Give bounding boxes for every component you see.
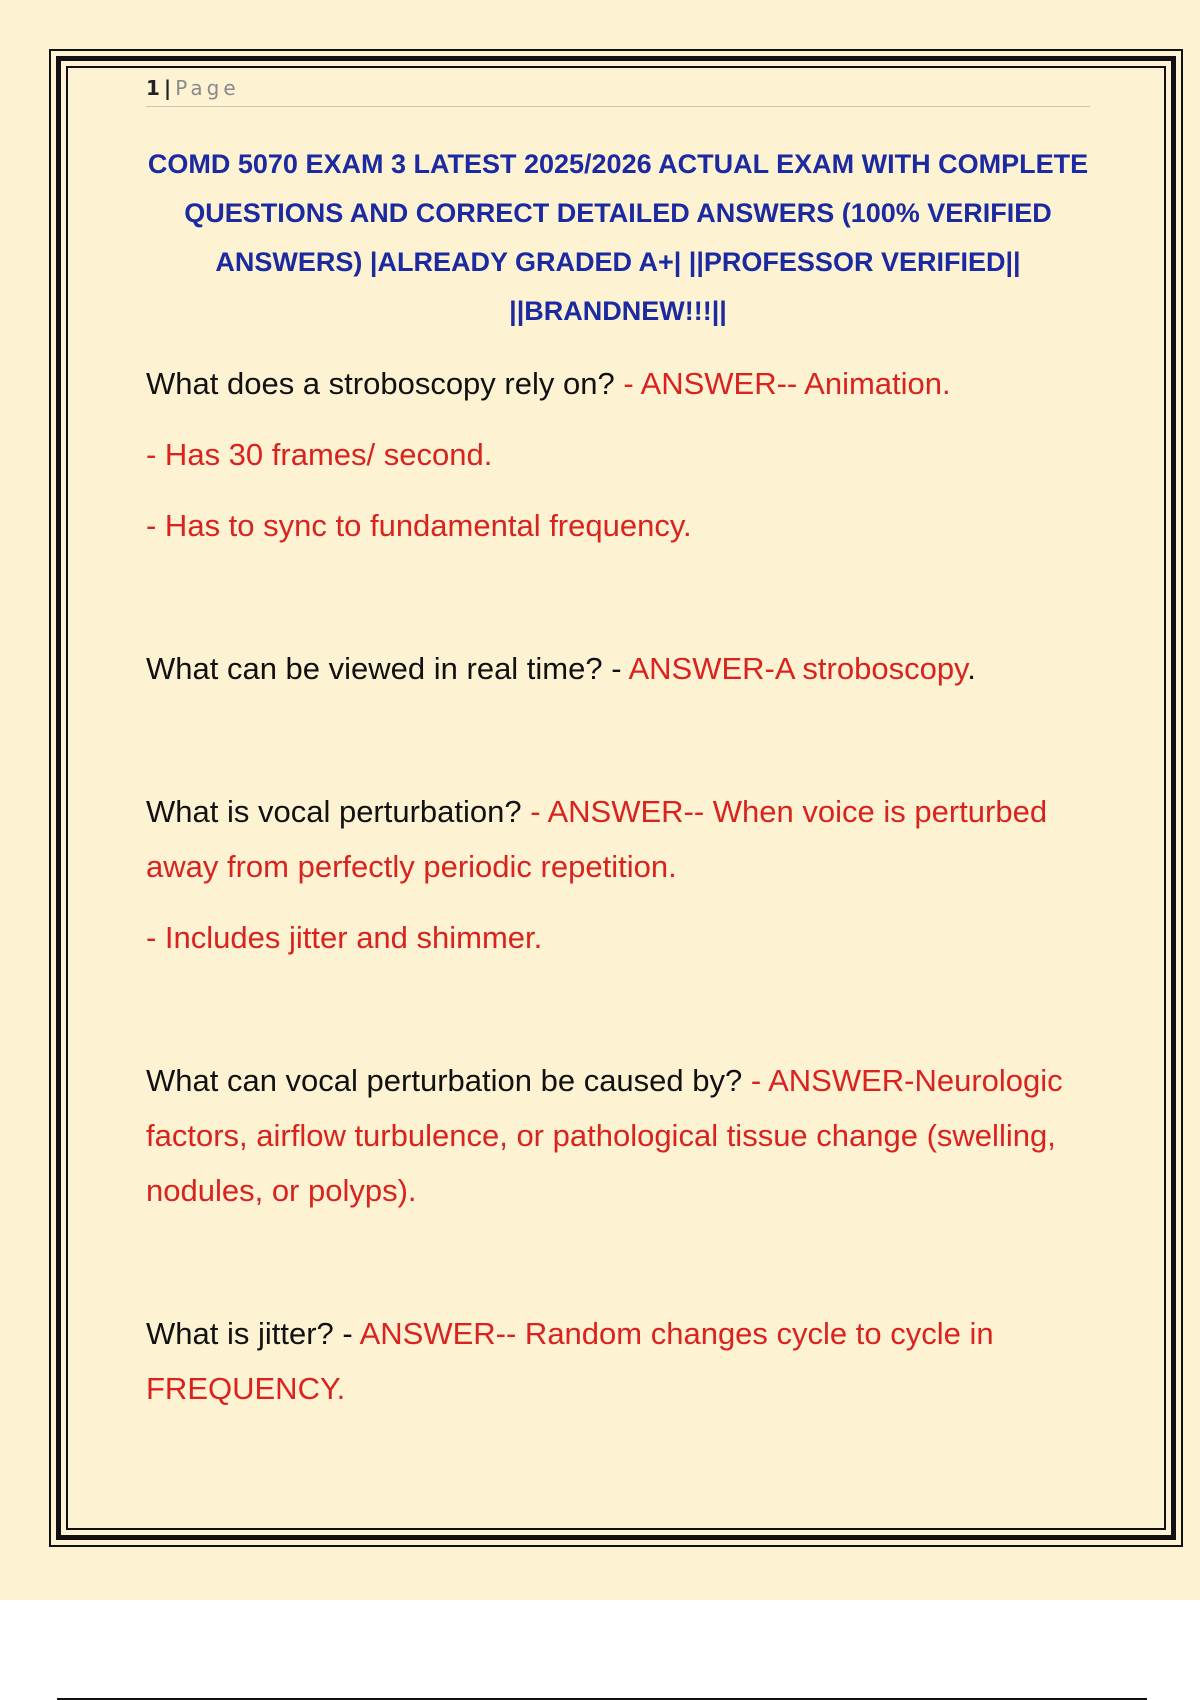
question-text: What can be viewed in real time? - bbox=[146, 651, 629, 686]
qa-item bbox=[146, 1306, 1090, 1416]
page-separator: | bbox=[163, 76, 172, 100]
answer-detail: - Has to sync to fundamental frequency. bbox=[146, 508, 692, 543]
page-word: Page bbox=[175, 76, 240, 100]
question-text: What is vocal perturbation? bbox=[146, 794, 522, 829]
answer-text: ANSWER-A stroboscopy bbox=[628, 651, 968, 686]
question-text: What is jitter? - bbox=[146, 1316, 360, 1351]
answer-text: - ANSWER-- When voice is perturbed away from perfectly periodic repetition. bbox=[146, 794, 1048, 884]
qa-item bbox=[146, 1053, 1090, 1218]
qa-item bbox=[146, 356, 1090, 411]
document-content bbox=[146, 70, 1090, 1416]
question-text: What can vocal perturbation be caused by? bbox=[146, 1063, 743, 1098]
page-number: 1 bbox=[146, 76, 160, 100]
document-title: COMD 5070 EXAM 3 LATEST 2025/2026 ACTUAL EXAM WITH COMPLETE QUESTIONS AND CORRECT DETAILED ANSWERS (100% VERIFIED ANSWERS) |ALREADY GRADED A+| ||PROFESSOR VERIFIED|| ||BRANDNEW!!!|| bbox=[147, 149, 1089, 326]
qa-item bbox=[146, 641, 1090, 696]
answer-detail: - Includes jitter and shimmer. bbox=[146, 920, 543, 955]
answer-tail: . bbox=[967, 651, 976, 686]
qa-item bbox=[146, 784, 1090, 894]
answer-detail: - Has 30 frames/ second. bbox=[146, 437, 493, 472]
answer-text: - ANSWER-- Animation. bbox=[614, 366, 951, 401]
answer-text: ANSWER-- Random changes cycle to cycle in FREQUENCY. bbox=[146, 1316, 994, 1406]
answer-text: - ANSWER-Neurologic factors, airflow turbulence, or pathological tissue change (swelling, nodules, or polyps). bbox=[146, 1063, 1063, 1208]
question-text: What does a stroboscopy rely on? bbox=[146, 366, 615, 401]
page-header bbox=[146, 70, 1090, 107]
